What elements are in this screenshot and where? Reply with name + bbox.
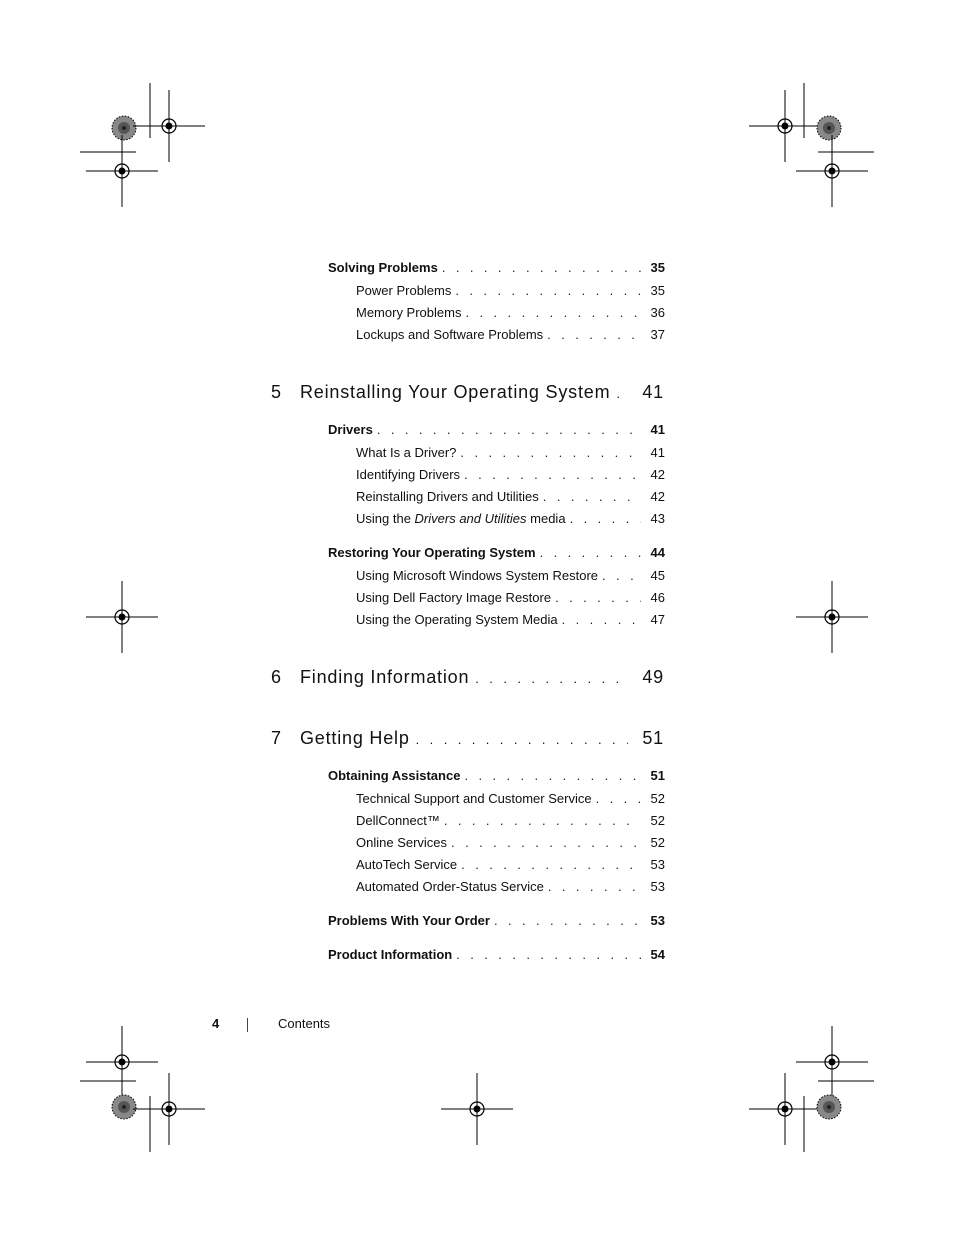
chapter-number: 7 (271, 728, 282, 748)
toc-entry-online-services[interactable] (356, 834, 665, 852)
dot-leader (455, 282, 641, 300)
dot-leader (562, 611, 641, 629)
toc-entry-title: Using Dell Factory Image Restore (356, 590, 552, 605)
toc-page-number: 41 (650, 422, 665, 437)
dot-leader (543, 488, 641, 506)
toc-page-number: 51 (650, 768, 665, 783)
dot-leader (456, 946, 641, 964)
toc-chapter-6[interactable] (271, 665, 664, 689)
registration-mark-icon (86, 581, 158, 653)
registration-mark-icon (133, 1073, 205, 1145)
toc-entry-title: Using Microsoft Windows System Restore (356, 568, 599, 583)
toc-entry-technical-support[interactable] (356, 790, 665, 808)
dot-leader (596, 790, 641, 808)
registration-mark-icon (796, 581, 868, 653)
toc-entry-title: Obtaining Assistance (328, 768, 461, 783)
toc-entry-title: Technical Support and Customer Service (356, 791, 592, 806)
dot-leader (540, 544, 641, 562)
toc-page-number: 36 (650, 305, 665, 320)
toc-page-number: 45 (650, 568, 665, 583)
toc-page-number: 53 (650, 879, 665, 894)
toc-entry-title: Reinstalling Drivers and Utilities (356, 489, 539, 504)
toc-entry-title: Power Problems (356, 283, 452, 298)
toc-entry-autotech[interactable] (356, 856, 665, 874)
toc-entry-title: Automated Order-Status Service (356, 879, 544, 894)
toc-page-number: 47 (650, 612, 665, 627)
toc-entry-system-restore[interactable] (356, 567, 665, 585)
toc-entry-title: AutoTech Service (356, 857, 458, 872)
toc-page-number: 41 (650, 445, 665, 460)
dot-leader (444, 812, 641, 830)
toc-entry-memory-problems[interactable] (356, 304, 665, 322)
dot-leader (475, 667, 628, 691)
toc-entry-obtaining-assistance[interactable] (328, 767, 665, 785)
toc-entry-title: Lockups and Software Problems (356, 327, 544, 342)
toc-chapter-7[interactable] (271, 726, 664, 750)
toc-entry-title: Restoring Your Operating System (328, 545, 536, 560)
title-emphasis: Drivers and Utilities (414, 511, 527, 526)
toc-entry-title: Drivers (328, 422, 373, 437)
title-prefix: Using the (356, 511, 415, 526)
dot-leader (377, 421, 641, 439)
registration-mark-icon (86, 135, 158, 207)
registration-mark-icon (112, 1095, 136, 1119)
toc-page-number: 37 (650, 327, 665, 342)
dot-leader (547, 326, 641, 344)
toc-page-number: 53 (650, 857, 665, 872)
toc-page-number: 52 (650, 791, 665, 806)
registration-mark-icon (796, 1026, 868, 1098)
toc-page-number: 52 (650, 835, 665, 850)
chapter-title: Reinstalling Your Operating System (300, 382, 611, 402)
dot-leader (464, 466, 641, 484)
toc-entry-identifying-drivers[interactable] (356, 466, 665, 484)
toc-page-number: 35 (650, 260, 665, 275)
registration-mark-icon (112, 116, 136, 140)
registration-mark-icon (133, 90, 205, 162)
toc-page-number: 43 (650, 511, 665, 526)
toc-page-number: 52 (650, 813, 665, 828)
footer-divider (247, 1018, 248, 1032)
registration-mark-icon (749, 1073, 821, 1145)
footer-label: Contents (278, 1016, 331, 1031)
toc-entry-title: Memory Problems (356, 305, 462, 320)
dot-leader (442, 259, 641, 277)
registration-mark-icon (817, 1095, 841, 1119)
toc-entry-lockups[interactable] (356, 326, 665, 344)
toc-entry-title (356, 510, 570, 528)
dot-leader (548, 878, 641, 896)
dot-leader (464, 767, 641, 785)
toc-entry-using-drivers-media[interactable] (356, 510, 665, 528)
chapter-page-number: 49 (642, 667, 664, 687)
toc-chapter-5[interactable] (271, 380, 664, 404)
toc-entry-title: What Is a Driver? (356, 445, 457, 460)
registration-mark-icon (749, 90, 821, 162)
dot-leader (465, 304, 641, 322)
registration-mark-icon (86, 1026, 158, 1098)
chapter-title: Getting Help (300, 728, 410, 748)
toc-entry-product-information[interactable] (328, 946, 665, 964)
toc-entry-drivers[interactable] (328, 421, 665, 439)
toc-entry-power-problems[interactable] (356, 282, 665, 300)
toc-page-number: 44 (650, 545, 665, 560)
toc-entry-title: Using the Operating System Media (356, 612, 558, 627)
toc-entry-os-media[interactable] (356, 611, 665, 629)
dot-leader (451, 834, 641, 852)
toc-entry-solving-problems[interactable] (328, 259, 665, 277)
chapter-page-number: 51 (642, 728, 664, 748)
chapter-title: Finding Information (300, 667, 470, 687)
toc-entry-problems-with-order[interactable] (328, 912, 665, 930)
chapter-page-number: 41 (642, 382, 664, 402)
chapter-number: 6 (271, 667, 282, 687)
dot-leader (461, 856, 641, 874)
toc-entry-title: Online Services (356, 835, 448, 850)
toc-page-number: 53 (650, 913, 665, 928)
dot-leader (616, 382, 628, 406)
toc-entry-factory-image-restore[interactable] (356, 589, 665, 607)
dot-leader (494, 912, 641, 930)
toc-entry-title: Solving Problems (328, 260, 438, 275)
registration-mark-icon (817, 116, 841, 140)
registration-mark-icon (796, 135, 868, 207)
chapter-number: 5 (271, 382, 282, 402)
dot-leader (460, 444, 641, 462)
toc-entry-title: Product Information (328, 947, 453, 962)
title-suffix: media (526, 511, 566, 526)
toc-entry-title: Identifying Drivers (356, 467, 461, 482)
toc-entry-title: Problems With Your Order (328, 913, 490, 928)
toc-page-number: 54 (650, 947, 665, 962)
toc-entry-dellconnect[interactable] (356, 812, 665, 830)
registration-mark-icon (441, 1073, 513, 1145)
dot-leader (602, 567, 641, 585)
toc-page-number: 42 (650, 489, 665, 504)
footer-page-number: 4 (212, 1016, 220, 1031)
toc-entry-order-status[interactable] (356, 878, 665, 896)
toc-entry-what-is-driver[interactable] (356, 444, 665, 462)
dot-leader (555, 589, 641, 607)
dot-leader (416, 728, 628, 752)
toc-entry-reinstalling-drivers[interactable] (356, 488, 665, 506)
toc-page-number: 42 (650, 467, 665, 482)
dot-leader (570, 510, 641, 528)
toc-page-number: 35 (650, 283, 665, 298)
toc-page-number: 46 (650, 590, 665, 605)
toc-entry-title: DellConnect™ (356, 813, 440, 828)
toc-entry-restoring-os[interactable] (328, 544, 665, 562)
